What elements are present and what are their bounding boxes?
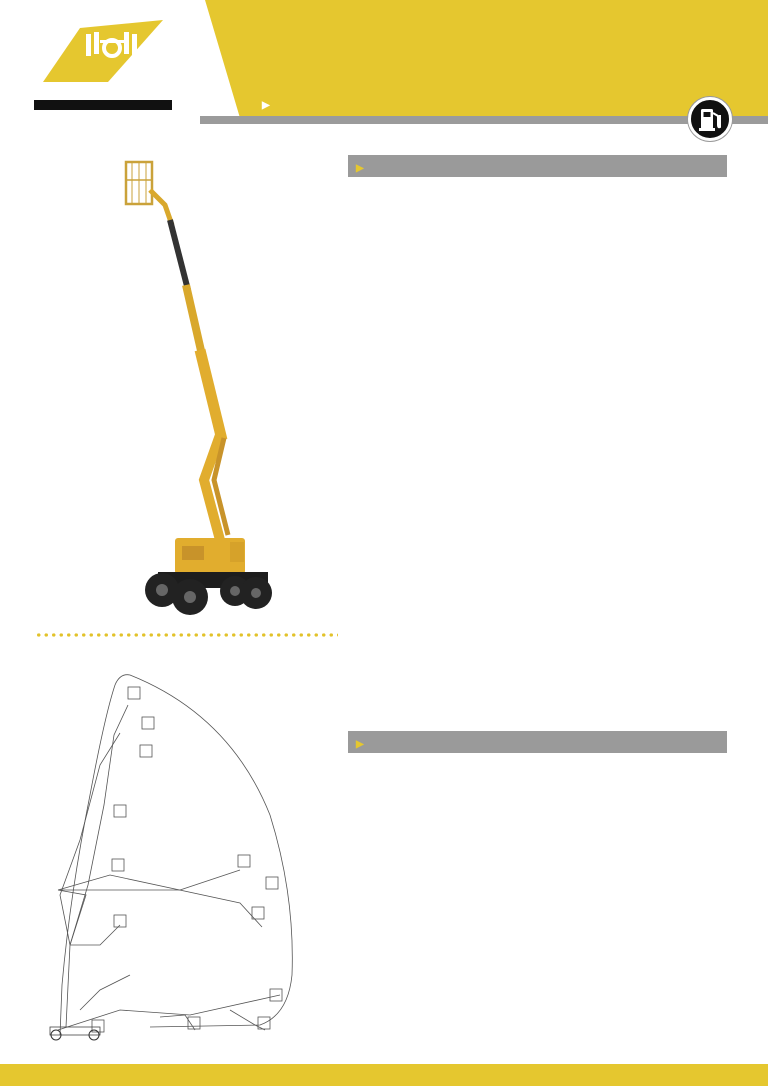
model-subtitle bbox=[262, 95, 274, 111]
motor-section-header bbox=[348, 731, 727, 753]
fuel-pump-glyph bbox=[691, 100, 729, 138]
working-range-diagram bbox=[30, 645, 342, 1057]
diagram-machine-base bbox=[50, 1027, 100, 1040]
diagram-baskets bbox=[92, 687, 282, 1032]
fuel-pump-icon bbox=[688, 97, 732, 141]
diagram-boom-positions bbox=[58, 705, 280, 1030]
diagram-envelope bbox=[60, 675, 292, 1035]
logo-subtitle bbox=[34, 100, 172, 110]
triangle-right-icon: ▶ bbox=[356, 163, 364, 174]
footer-bar bbox=[0, 1064, 768, 1086]
triangle-right-icon: ▶ bbox=[356, 739, 364, 750]
dotted-separator bbox=[35, 632, 338, 638]
machine-photo bbox=[120, 150, 280, 620]
header-underline bbox=[200, 116, 768, 124]
tech-section-header bbox=[348, 155, 727, 177]
triangle-right-icon: ▶ bbox=[262, 100, 270, 111]
header-band bbox=[205, 0, 768, 118]
